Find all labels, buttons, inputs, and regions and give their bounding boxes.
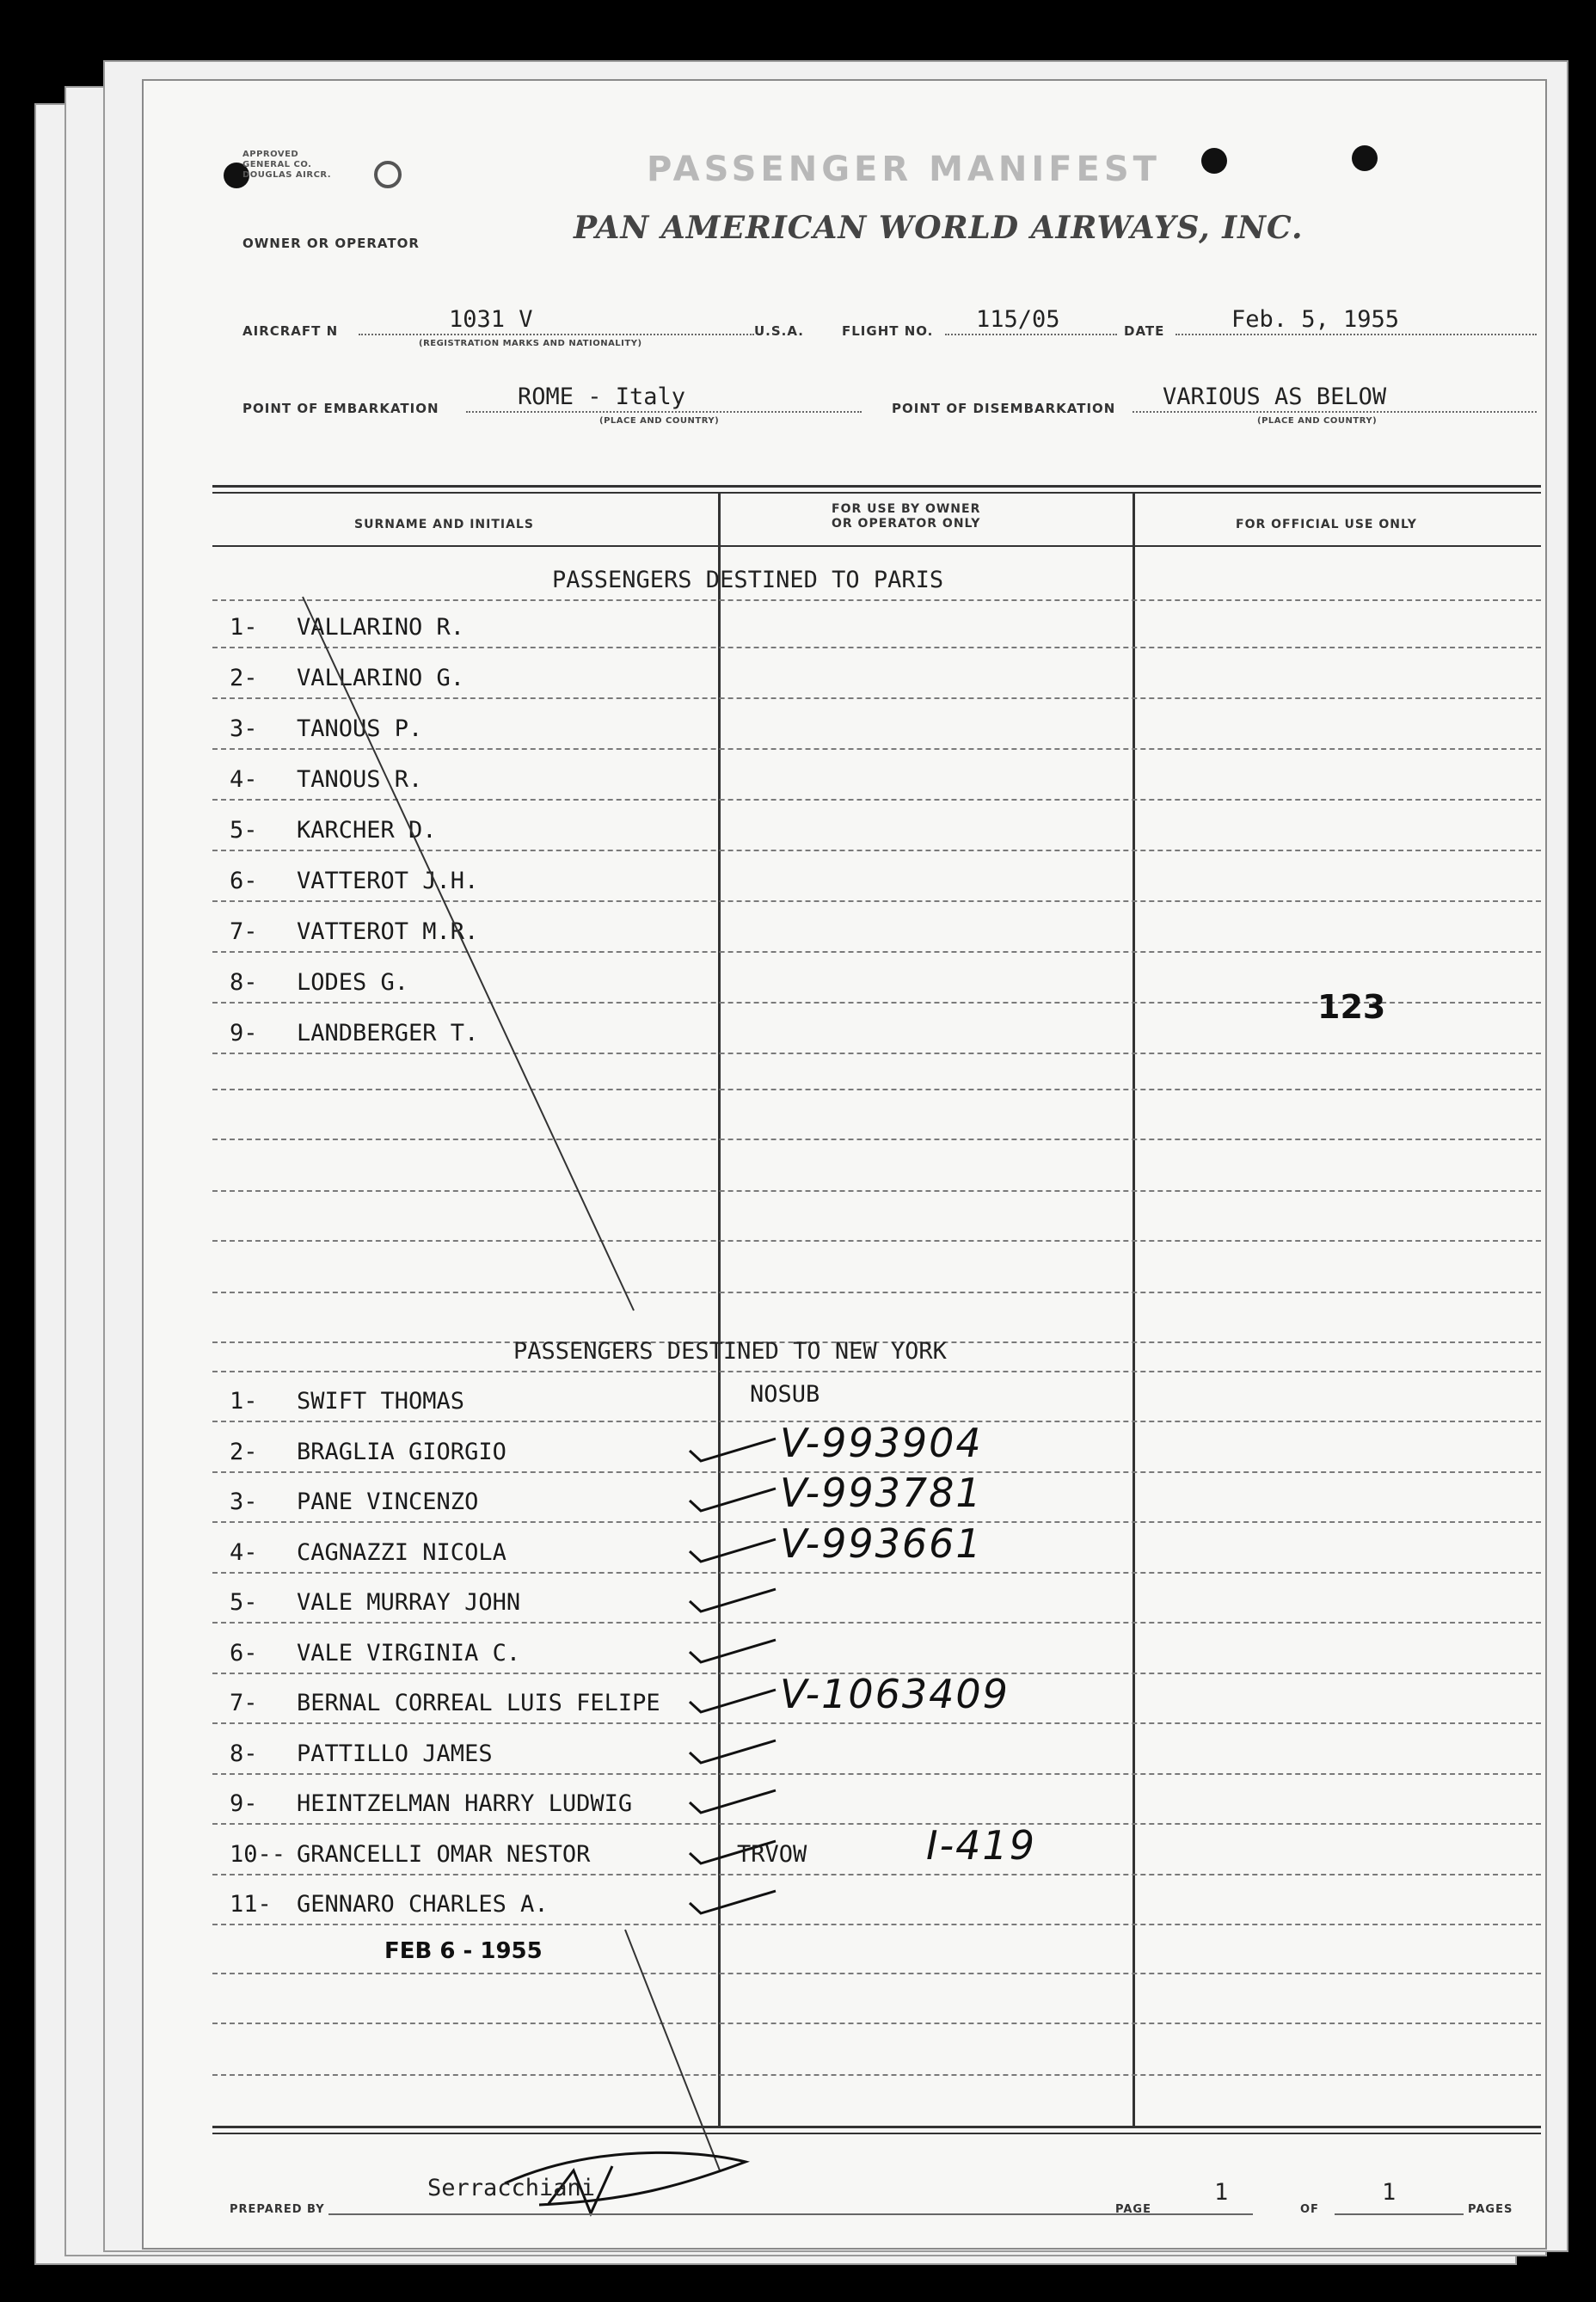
passenger-name: HEINTZELMAN HARRY LUDWIG bbox=[297, 1790, 633, 1817]
date-value: Feb. 5, 1955 bbox=[1231, 306, 1400, 333]
approved-stamp: APPROVED GENERAL CO. DOUGLAS AIRCR. bbox=[242, 150, 332, 180]
passenger-number: 9- bbox=[230, 1020, 258, 1047]
passenger-number: 5- bbox=[230, 817, 258, 844]
manifest-page bbox=[142, 79, 1547, 2250]
passenger-name: GRANCELLI OMAR NESTOR bbox=[297, 1840, 591, 1868]
passenger-number: 5- bbox=[230, 1589, 258, 1616]
aircraft-note: (REGISTRATION MARKS AND NATIONALITY) bbox=[419, 339, 642, 348]
passenger-name: VALLARINO G. bbox=[297, 665, 465, 691]
passenger-number: 11- bbox=[230, 1891, 272, 1918]
total-pages: 1 bbox=[1382, 2179, 1396, 2206]
handwritten-visa-number: V-993661 bbox=[780, 1519, 983, 1567]
aircraft-value: 1031 V bbox=[449, 306, 533, 333]
passenger-name: BERNAL CORREAL LUIS FELIPE bbox=[297, 1690, 660, 1716]
pen-stroke bbox=[625, 1930, 720, 2170]
passenger-name: TANOUS P. bbox=[297, 715, 423, 742]
handwritten-visa-number: V-993904 bbox=[780, 1419, 983, 1466]
passenger-number: 2- bbox=[230, 1438, 258, 1465]
passenger-number: 4- bbox=[230, 1538, 258, 1566]
passenger-number: 6- bbox=[230, 868, 258, 894]
passenger-name: VALE VIRGINIA C. bbox=[297, 1639, 521, 1667]
date-stamp: FEB 6 - 1955 bbox=[384, 1938, 543, 1964]
handwritten-visa-number: V-993781 bbox=[780, 1470, 983, 1516]
footer-rule bbox=[212, 2126, 1541, 2128]
page-label: PAGE bbox=[1115, 2203, 1151, 2216]
embark-value: ROME - Italy bbox=[518, 384, 686, 410]
owner-label: OWNER OR OPERATOR bbox=[242, 236, 420, 251]
passenger-number: 6- bbox=[230, 1639, 258, 1667]
passenger-name: VATTEROT M.R. bbox=[297, 918, 479, 945]
passenger-name: KARCHER D. bbox=[297, 817, 437, 844]
disembark-value: VARIOUS AS BELOW bbox=[1163, 384, 1387, 410]
passenger-number: 2- bbox=[230, 665, 258, 691]
handwritten-visa-number: V-1063409 bbox=[780, 1671, 1010, 1717]
paris-heading: PASSENGERS DESTINED TO PARIS bbox=[552, 567, 944, 593]
prepared-by: Serracchiani bbox=[427, 2175, 596, 2201]
passenger-name: LODES G. bbox=[297, 969, 409, 996]
aircraft-label: AIRCRAFT N bbox=[242, 323, 339, 339]
passenger-number: 4- bbox=[230, 766, 258, 793]
passenger-number: 1- bbox=[230, 614, 258, 641]
passenger-name: VATTEROT J.H. bbox=[297, 868, 479, 894]
passenger-name: BRAGLIA GIORGIO bbox=[297, 1438, 506, 1465]
disembark-note: (PLACE AND COUNTRY) bbox=[1257, 416, 1378, 426]
passenger-number: 1- bbox=[230, 1388, 258, 1415]
pen-stroke bbox=[303, 597, 634, 1311]
flight-value: 115/05 bbox=[976, 306, 1060, 333]
passenger-name: LANDBERGER T. bbox=[297, 1020, 479, 1047]
embark-label: POINT OF EMBARKATION bbox=[242, 401, 439, 416]
passenger-number: 7- bbox=[230, 1690, 258, 1716]
pen-strokes bbox=[144, 81, 1545, 2248]
passenger-name: PANE VINCENZO bbox=[297, 1489, 479, 1515]
passenger-name: SWIFT THOMAS bbox=[297, 1388, 465, 1415]
prepared-label: PREPARED BY bbox=[230, 2203, 325, 2216]
page-number: 1 bbox=[1214, 2179, 1229, 2206]
col-surname: SURNAME AND INITIALS bbox=[354, 518, 534, 531]
passenger-name: VALE MURRAY JOHN bbox=[297, 1589, 521, 1616]
footer-rule bbox=[212, 2133, 1541, 2134]
official-number: 123 bbox=[1317, 988, 1386, 1026]
passenger-number: 3- bbox=[230, 1489, 258, 1515]
passenger-number: 8- bbox=[230, 969, 258, 996]
date-label: DATE bbox=[1124, 323, 1165, 339]
passenger-number: 3- bbox=[230, 715, 258, 742]
usa-label: U.S.A. bbox=[754, 323, 804, 339]
flight-label: FLIGHT NO. bbox=[842, 323, 934, 339]
operator-name: PAN AMERICAN WORLD AIRWAYS, INC. bbox=[574, 210, 1304, 246]
owner-code: NOSUB bbox=[750, 1381, 820, 1408]
passenger-number: 10-- bbox=[230, 1840, 286, 1868]
col-owner-use: FOR USE BY OWNER OR OPERATOR ONLY bbox=[832, 502, 981, 531]
of-underline bbox=[1335, 2213, 1464, 2215]
newyork-heading: PASSENGERS DESTINED TO NEW YORK bbox=[513, 1338, 947, 1365]
passenger-name: GENNARO CHARLES A. bbox=[297, 1891, 549, 1918]
page-title: PASSENGER MANIFEST bbox=[647, 150, 1161, 189]
owner-code: TRVOW bbox=[737, 1840, 807, 1868]
col-official-use: FOR OFFICIAL USE ONLY bbox=[1236, 518, 1417, 531]
passenger-number: 8- bbox=[230, 1740, 258, 1767]
passenger-number: 9- bbox=[230, 1790, 258, 1817]
passenger-name: TANOUS R. bbox=[297, 766, 423, 793]
passenger-name: CAGNAZZI NICOLA bbox=[297, 1538, 506, 1566]
passenger-name: PATTILLO JAMES bbox=[297, 1740, 493, 1767]
disembark-label: POINT OF DISEMBARKATION bbox=[892, 401, 1116, 416]
passenger-number: 7- bbox=[230, 918, 258, 945]
embark-note: (PLACE AND COUNTRY) bbox=[599, 416, 720, 426]
of-label: OF bbox=[1300, 2203, 1319, 2216]
prepared-underline bbox=[328, 2213, 1253, 2215]
handwritten-visa-number: I-419 bbox=[926, 1821, 1036, 1869]
pages-label: PAGES bbox=[1468, 2203, 1513, 2216]
passenger-name: VALLARINO R. bbox=[297, 614, 465, 641]
